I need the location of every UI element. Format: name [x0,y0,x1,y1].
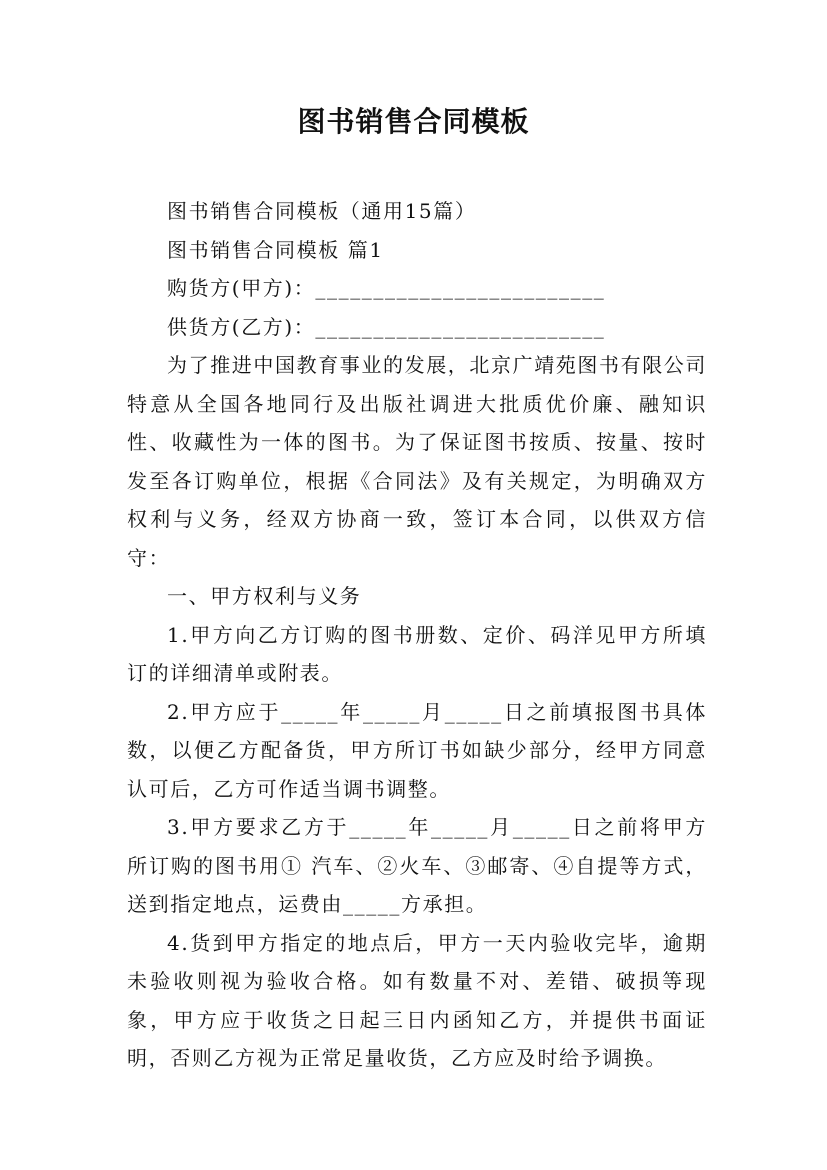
preamble-paragraph: 为了推进中国教育事业的发展，北京广靖苑图书有限公司特意从全国各地同行及出版社调进大批质优价廉、融知识性、收藏性为一体的图书。为了保证图书按质、按量、按时发至各订购单位，根据《合同法》及有关规定，为明确双方权利与义务，经双方协商一致，签订本合同，以供双方信守： [127,353,707,570]
clause-paragraph: 4.货到甲方指定的地点后，甲方一天内验收完毕，逾期未验收则视为验收合格。如有数量不对、差错、破损等现象，甲方应于收货之日起三日内函知乙方，并提供书面证明，否则乙方视为正常足量收货，乙方应及时给予调换。 [127,930,707,1070]
subtitle-paragraph: 图书销售合同模板（通用15篇） [167,199,477,223]
supplier-line: 供货方(乙方)：_________________________ [167,314,606,339]
clause-paragraph: 3.甲方要求乙方于_____年_____月_____日之前将甲方所订购的图书用① 汽车、②火车、③邮寄、④自提等方式，送到指定地点，运费由_____方承担。 [127,815,707,916]
section-heading: 图书销售合同模板 篇1 [167,237,384,262]
document-body [127,192,707,1078]
clause-paragraph: 2.甲方应于_____年_____月_____日之前填报图书具体数，以便乙方配备货，甲方所订书如缺少部分，经甲方同意认可后，乙方可作适当调书调整。 [127,699,707,801]
buyer-line: 购货方(甲方)：_________________________ [167,276,606,300]
clause-heading: 一、甲方权利与义务 [167,584,362,608]
clause-paragraph: 1.甲方向乙方订购的图书册数、定价、码洋见甲方所填订的详细清单或附表。 [127,622,707,685]
document-title: 图书销售合同模板 [297,105,530,138]
